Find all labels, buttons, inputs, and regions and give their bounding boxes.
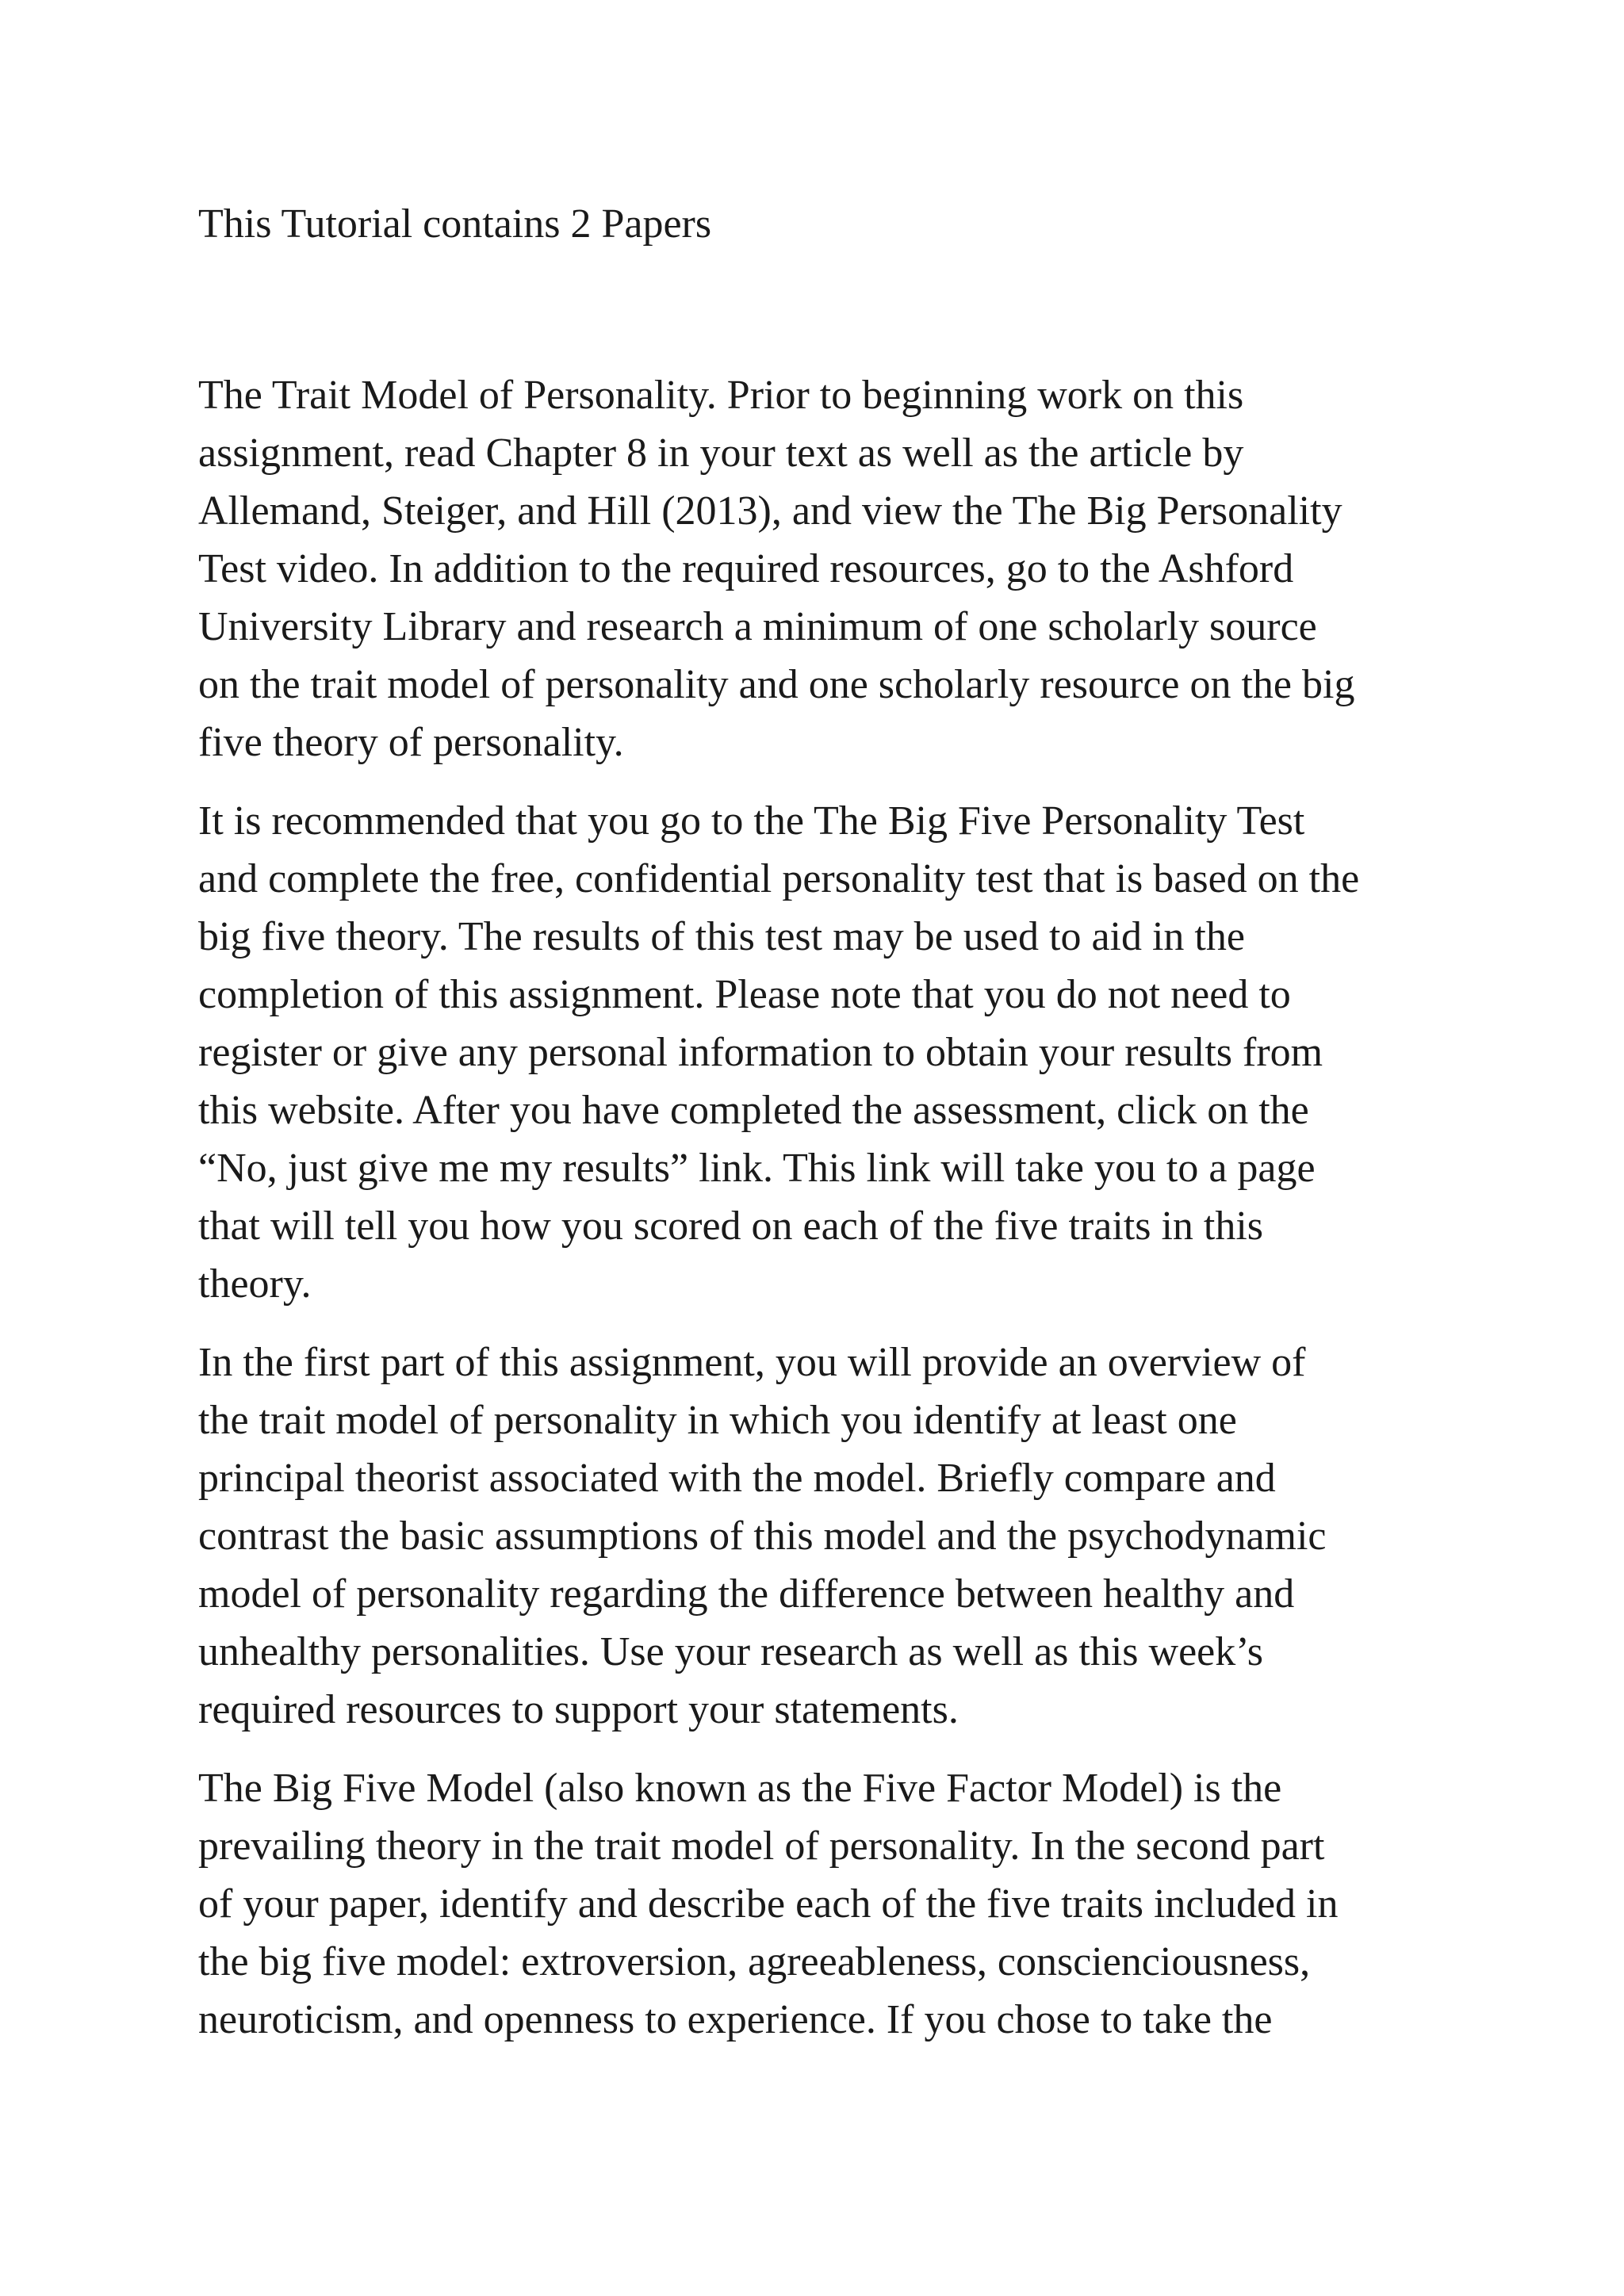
text-line: prevailing theory in the trait model of personality. In the second part bbox=[198, 1823, 1325, 1869]
text-line: University Library and research a minimum of one scholarly source bbox=[198, 604, 1317, 649]
text-line: contrast the basic assumptions of this model and the psychodynamic bbox=[198, 1513, 1327, 1559]
paragraph-trait-model bbox=[198, 366, 1467, 771]
document-body bbox=[198, 366, 1467, 2069]
text-line: completion of this assignment. Please note that you do not need to bbox=[198, 972, 1291, 1017]
text-line: neuroticism, and openness to experience. If you chose to take the bbox=[198, 1997, 1273, 2042]
text-line: that will tell you how you scored on each of the five traits in this bbox=[198, 1203, 1264, 1249]
paragraph-big-five bbox=[198, 1759, 1467, 2049]
text-line: this website. After you have completed the assessment, click on the bbox=[198, 1088, 1309, 1133]
text-line: unhealthy personalities. Use your research as well as this week’s bbox=[198, 1629, 1263, 1674]
text-line: theory. bbox=[198, 1261, 312, 1307]
text-line: Test video. In addition to the required resources, go to the Ashford bbox=[198, 546, 1294, 591]
text-line: of your paper, identify and describe each of the five traits included in bbox=[198, 1881, 1339, 1927]
text-line: the big five model: extroversion, agreeableness, conscienciousness, bbox=[198, 1939, 1311, 1984]
text-line: It is recommended that you go to the The Big Five Personality Test bbox=[198, 798, 1305, 844]
text-line: In the first part of this assignment, you will provide an overview of bbox=[198, 1340, 1306, 1385]
text-line: Allemand, Steiger, and Hill (2013), and view the The Big Personality bbox=[198, 488, 1342, 534]
text-line: five theory of personality. bbox=[198, 720, 624, 765]
text-line: register or give any personal information to obtain your results from bbox=[198, 1030, 1323, 1075]
text-line: and complete the free, confidential personality test that is based on the bbox=[198, 856, 1360, 901]
text-line: principal theorist associated with the model. Briefly compare and bbox=[198, 1456, 1276, 1501]
text-line: on the trait model of personality and one scholarly resource on the big bbox=[198, 662, 1355, 707]
paragraph-first-part bbox=[198, 1334, 1467, 1739]
text-line: The Big Five Model (also known as the Five Factor Model) is the bbox=[198, 1766, 1282, 1811]
text-line: “No, just give me my results” link. This link will take you to a page bbox=[198, 1146, 1316, 1191]
document-heading: This Tutorial contains 2 Papers bbox=[198, 201, 712, 247]
text-line: required resources to support your statements. bbox=[198, 1687, 959, 1732]
text-line: model of personality regarding the difference between healthy and bbox=[198, 1571, 1295, 1617]
paragraph-personality-test bbox=[198, 792, 1467, 1313]
text-line: the trait model of personality in which you identify at least one bbox=[198, 1398, 1237, 1443]
text-line: The Trait Model of Personality. Prior to beginning work on this bbox=[198, 373, 1244, 418]
text-line: big five theory. The results of this test may be used to aid in the bbox=[198, 914, 1245, 959]
text-line: assignment, read Chapter 8 in your text as well as the article by bbox=[198, 430, 1244, 476]
